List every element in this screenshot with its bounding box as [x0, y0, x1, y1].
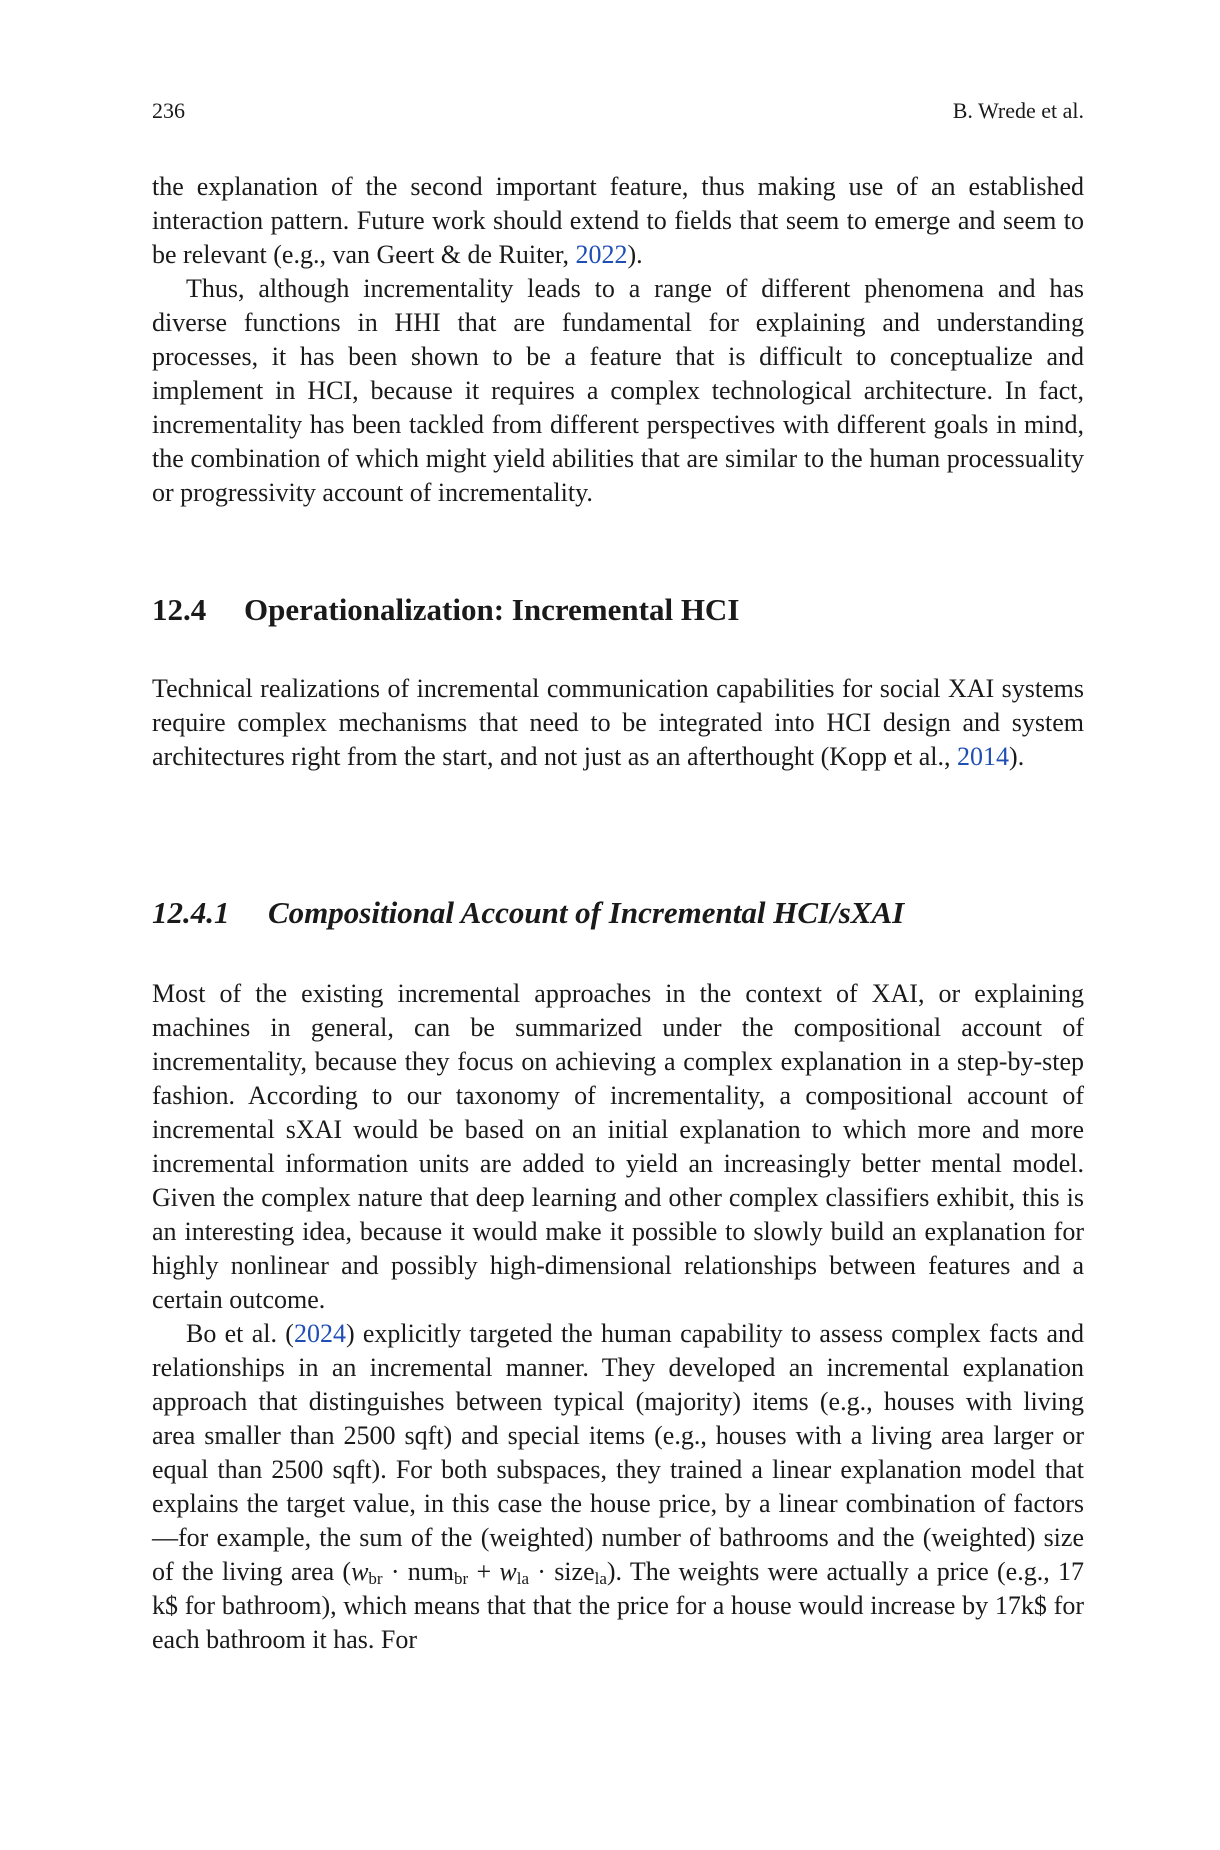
subsection-title: Compositional Account of Incremental HCI/sXAI — [268, 895, 905, 930]
paragraph: Most of the existing incremental approaches in the context of XAI, or explaining machines in general, can be summarized under the compositional account of incrementality, because they focus on achieving a complex explanation in a step-by-step fashion. According to our taxonomy of incrementality, a compositional account of incremental sXAI would be based on an initial explanation to which more and more incremental information units are added to yield an increasingly better mental model. Given the complex nature that deep learning and other complex classifiers exhibit, this is an interesting idea, because it would make it possible to slowly build an explanation for highly nonlinear and possibly high-dimensional relationships between features and a certain outcome. — [152, 979, 1084, 1314]
section-heading — [152, 590, 1084, 630]
citation-link[interactable]: 2024 — [293, 1319, 346, 1348]
citation-link[interactable]: 2014 — [957, 742, 1010, 771]
intro-block — [152, 170, 1084, 510]
subsection-body — [152, 977, 1084, 1657]
section-title: Operationalization: Incremental HCI — [244, 592, 740, 627]
paragraph: Bo et al. (2024) explicitly targeted the human capability to assess complex facts and relationships in an incremental manner. They developed an incremental explanation approach that distinguishes between typical (majority) items (e.g., houses with living area smaller than 2500 sqft) and special items (e.g., houses with a living area larger or equal than 2500 sqft). For both subspaces, they trained a linear explanation model that explains the target value, in this case the house price, by a linear combination of factors—for example, the sum of the (weighted) number of bathrooms and the (weighted) size of the living area ($w_{br} \cdot num_{br} + w_{la}$ · size$_{la}$). The weights were actually a price (e.g., 17 k$ for bathroom), which means that that the price for a house would increase by 17k$ for each bathroom it has. For — [152, 1319, 1085, 1654]
page-number: 236 — [152, 98, 185, 123]
inline-formula: $w_{br} \cdot num_{br} + w_{la}$ · size$_{la}$ — [351, 1557, 607, 1588]
paragraph: Technical realizations of incremental communication capabilities for social XAI systems require complex mechanisms that need to be integrated into HCI design and system architectures right from the start, and not just as an afterthought (Kopp et al., 2014). — [152, 674, 1084, 771]
citation-link[interactable]: 2022 — [575, 240, 628, 269]
paragraph: Thus, although incrementality leads to a range of different phenomena and has diverse functions in HHI that are fundamental for explaining and understanding processes, it has been shown to be a feature that is difficult to conceptualize and implement in HCI, because it requires a complex technological architecture. In fact, incrementality has been tackled from different perspectives with different goals in mind, the combination of which might yield abilities that are similar to the human processuality or progressivity account of incrementality. — [152, 274, 1084, 507]
subsection-heading — [152, 893, 1084, 933]
running-header — [152, 98, 1084, 124]
section-intro — [152, 672, 1084, 774]
subsection-number: 12.4.1 — [152, 895, 230, 930]
section-number: 12.4 — [152, 592, 207, 627]
running-head-authors: B. Wrede et al. — [952, 98, 1084, 123]
paragraph: the explanation of the second important feature, thus making use of an established interaction pattern. Future work should extend to fields that seem to emerge and seem to be relevant (e.g., van Geert & de Ruiter, 2022). — [152, 172, 1084, 269]
